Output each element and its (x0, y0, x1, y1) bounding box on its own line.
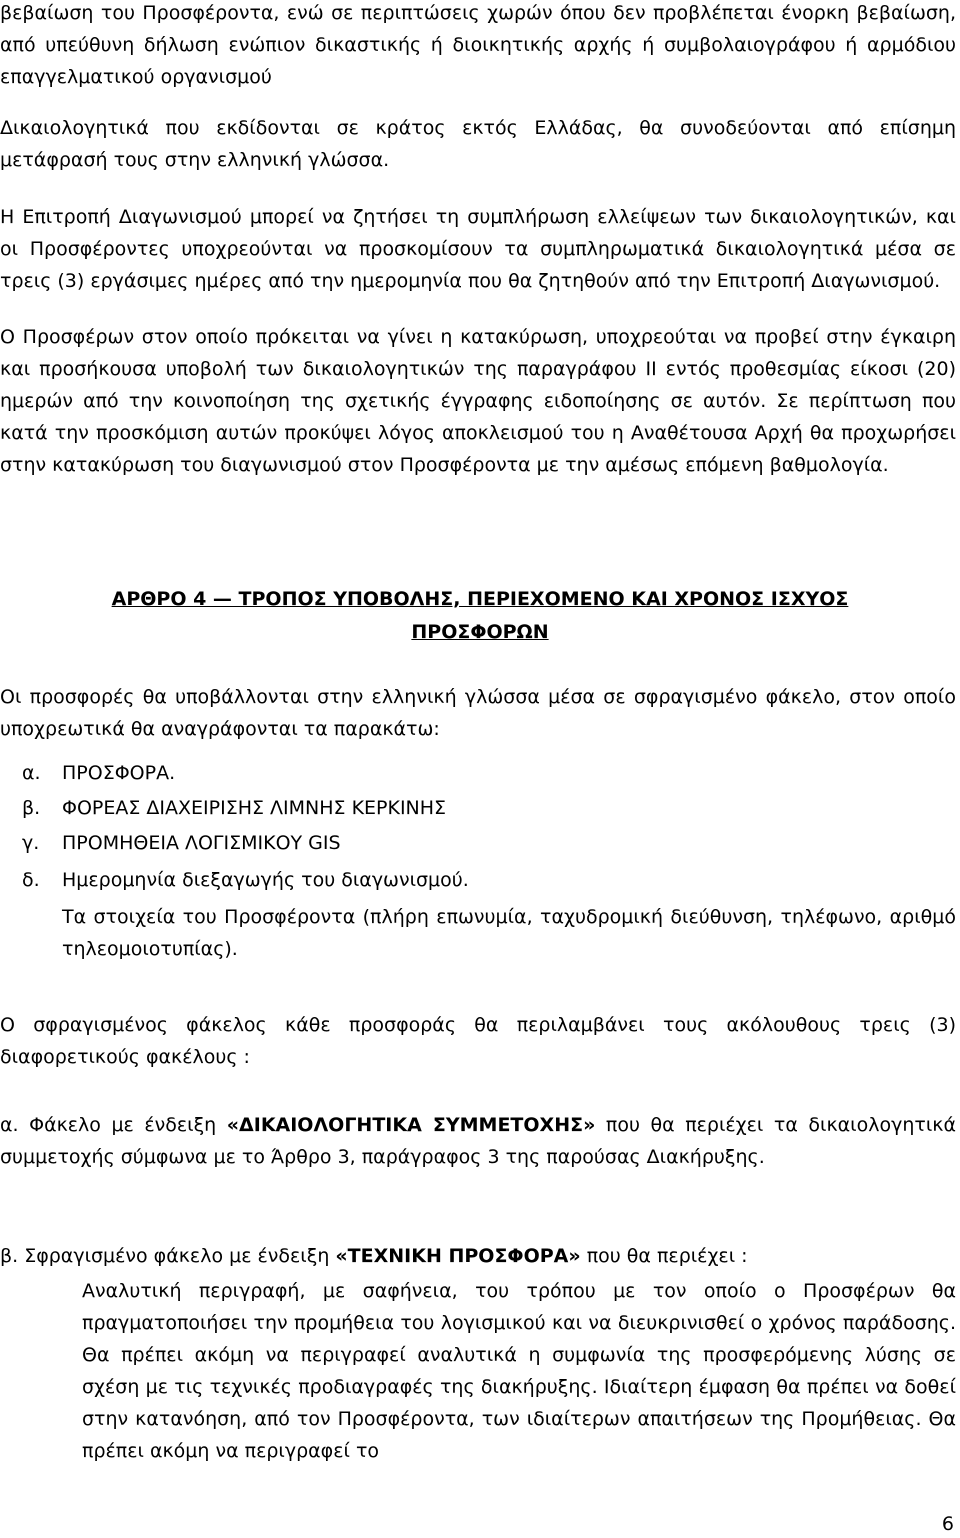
list-item-text: Ημερομηνία διεξαγωγής του διαγωνισμού. (62, 869, 469, 891)
list-item (22, 792, 956, 824)
list-item-label: β. (22, 797, 41, 819)
paragraph-technical-description: Αναλυτική περιγραφή, με σαφήνεια, του τρόπου με τον οποίο ο Προσφέρων θα πραγματοποιήσει την προμήθεια του λογισμικού και να διευκρινισθεί ο χρόνος παράδοσης. Θα πρέπει ακόμη να περιγραφεί αναλυτικά η συμφωνία της προσφερόμενης λύσης σε σχέση με τις τεχνικές προδιαγραφές της διακήρυξης. Ιδιαίτερη έμφαση θα πρέπει να δοθεί στην κατανόηση, από τον Προσφέροντα, των ιδιαίτερων απαιτήσεων της Προμήθειας. Θα πρέπει ακόμη να περιγραφεί το (82, 1280, 956, 1462)
article-title-line2: ΠΡΟΣΦΟΡΩΝ (411, 621, 549, 643)
list-item (22, 757, 956, 789)
paragraph-committee-request: Η Επιτροπή Διαγωνισμού μπορεί να ζητήσει τη συμπλήρωση ελλείψεων των δικαιολογητικών, και οι Προσφέροντες υποχρεούνται να προσκομίσουν τα συμπληρωματικά δικαιολογητικά μέσα σε τρεις (3) εργάσιμες ημέρες από την ημερομηνία που θα ζητηθούν από την Επιτροπή Διαγωνισμού. (0, 206, 956, 292)
paragraph-sworn-declaration: βεβαίωση του Προσφέροντα, ενώ σε περιπτώσεις χωρών όπου δεν προβλέπεται ένορκη βεβαίωση, από υπεύθυνη δήλωση ενώπιον δικαστικής ή διοικητικής αρχής ή συμβολαιογράφου ή αρμόδιου επαγγελματικού οργανισμού (0, 2, 956, 88)
list-item-label: α. (22, 762, 41, 784)
envelope-b-suffix: που θα περιέχει : (580, 1245, 748, 1267)
envelope-a-label: «ΔΙΚΑΙΟΛΟΓΗΤΙΚΑ ΣΥΜΜΕΤΟΧΗΣ» (226, 1114, 596, 1136)
list-item (22, 864, 956, 896)
paragraph-envelope-a (0, 1109, 956, 1173)
envelope-a-prefix: α. Φάκελο με ένδειξη (0, 1114, 227, 1136)
page-number: 6 (941, 1513, 954, 1535)
list-item-label: γ. (22, 832, 40, 854)
paragraph-sealed-envelope: Ο σφραγισμένος φάκελος κάθε προσφοράς θα περιλαμβάνει τους ακόλουθους τρεις (3) διαφορετικούς φακέλους : (0, 1014, 956, 1068)
article-title-line1: ΑΡΘΡΟ 4 — ΤΡΟΠΟΣ ΥΠΟΒΟΛΗΣ, ΠΕΡΙΕΧΟΜΕΝΟ ΚΑΙ ΧΡΟΝΟΣ ΙΣΧΥΟΣ (111, 588, 849, 610)
list-item (22, 827, 956, 859)
list-item-text: Τα στοιχεία του Προσφέροντα (πλήρη επωνυμία, ταχυδρομική διεύθυνση, τηλέφωνο, αριθμό τηλεομοιοτυπίας). (62, 906, 956, 960)
list-item-text: ΦΟΡΕΑΣ ΔΙΑΧΕΙΡΙΣΗΣ ΛΙΜΝΗΣ ΚΕΡΚΙΝΗΣ (62, 797, 447, 819)
paragraph-translation: Δικαιολογητικά που εκδίδονται σε κράτος εκτός Ελλάδας, θα συνοδεύονται από επίσημη μετάφρασή τους στην ελληνική γλώσσα. (0, 117, 956, 171)
list-item-text: ΠΡΟΣΦΟΡΑ. (62, 762, 176, 784)
paragraph-envelope-b (0, 1240, 956, 1272)
envelope-b-label: «ΤΕΧΝΙΚΗ ΠΡΟΣΦΟΡΑ» (335, 1245, 581, 1267)
list-item-text: ΠΡΟΜΗΘΕΙΑ ΛΟΓΙΣΜΙΚΟΥ GIS (62, 832, 341, 854)
envelope-b-prefix: β. Σφραγισμένο φάκελο με ένδειξη (0, 1245, 336, 1267)
list-item-label: δ. (22, 869, 40, 891)
paragraph-award-obligation: Ο Προσφέρων στον οποίο πρόκειται να γίνει η κατακύρωση, υποχρεούται να προβεί στην έγκαιρη και προσήκουσα υποβολή των δικαιολογητικών της παραγράφου ΙΙ εντός προθεσμίας είκοσι (20) ημερών από την κοινοποίηση της σχετικής έγγραφης ειδοποίησης σε αυτόν. Σε περίπτωση που κατά την προσκόμιση αυτών προκύψει λόγος αποκλεισμού του η Αναθέτουσα Αρχή θα προχωρήσει στην κατακύρωση του διαγωνισμού στον Προσφέροντα με την αμέσως επόμενη βαθμολογία. (0, 326, 956, 476)
envelope-a-suffix: που θα περιέχει τα δικαιολογητικά συμμετοχής σύμφωνα με το Άρθρο 3, παράγραφος 3 της παρούσας Διακήρυξης. (0, 1114, 956, 1168)
list-item-label (22, 901, 62, 933)
list-item (22, 901, 956, 965)
paragraph-offer-submission: Οι προσφορές θα υποβάλλονται στην ελληνική γλώσσα μέσα σε σφραγισμένο φάκελο, στον οποίο υποχρεωτικά θα αναγράφονται τα παρακάτω: (0, 686, 956, 740)
